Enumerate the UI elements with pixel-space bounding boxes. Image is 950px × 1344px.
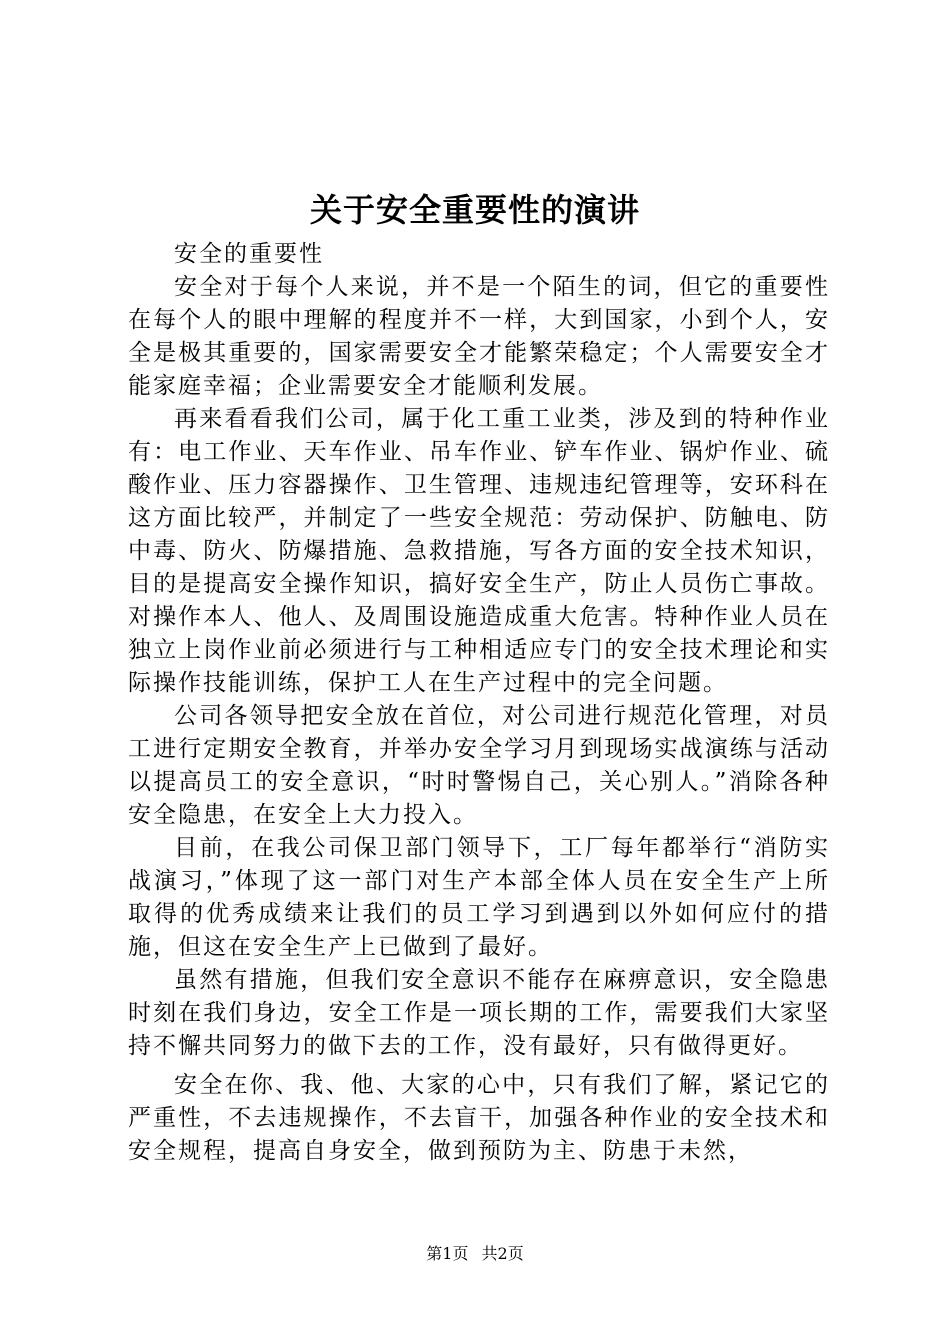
page-number-current: 第1页: [426, 1244, 469, 1263]
paragraph-6: 安全在你、我、他、大家的心中，只有我们了解，紧记它的严重性，不去违规操作，不去盲干，加强各种作业的安全技术和安全规程，提高自身安全，做到预防为主、防患于未然，: [128, 1072, 830, 1164]
document-title: 关于安全重要性的演讲: [309, 191, 640, 229]
page-number-total: 共2页: [481, 1244, 524, 1263]
document-body: [128, 238, 830, 1168]
paragraph-4: 目前，在我公司保卫部门领导下，工厂每年都举行“消防实战演习，”体现了这一部门对生产本部全体人员在安全生产上所取得的优秀成绩来让我们的员工学习到遇到以外如何应付的措施，但这在安全生产上已做到了最好。: [128, 835, 830, 960]
paragraph-1: 安全对于每个人来说，并不是一个陌生的词，但它的重要性在每个人的眼中理解的程度并不一样，大到国家，小到个人，安全是极其重要的，国家需要安全才能繁荣稳定；个人需要安全才能家庭幸福；企业需要安全才能顺利发展。: [128, 274, 830, 399]
paragraph-2: 再来看看我们公司，属于化工重工业类，涉及到的特种作业有：电工作业、天车作业、吊车作业、铲车作业、锅炉作业、硫酸作业、压力容器操作、卫生管理、违规违纪管理等，安环科在这方面比较严，并制定了一些安全规范：劳动保护、防触电、防中毒、防火、防爆措施、急救措施，写各方面的安全技术知识，目的是提高安全操作知识，搞好安全生产，防止人员伤亡事故。对操作本人、他人、及周围设施造成重大危害。特种作业人员在独立上岗作业前必须进行与工种相适应专门的安全技术理论和实际操作技能训练，保护工人在生产过程中的完全问题。: [128, 406, 830, 696]
page-footer: [0, 1243, 950, 1265]
paragraph-3: 公司各领导把安全放在首位，对公司进行规范化管理，对员工进行定期安全教育，并举办安全学习月到现场实战演练与活动以提高员工的安全意识，“时时警惕自己，关心别人。”消除各种安全隐患，在安全上大力投入。: [128, 703, 830, 828]
paragraph-5: 虽然有措施，但我们安全意识不能存在麻痹意识，安全隐患时刻在我们身边，安全工作是一项长期的工作，需要我们大家坚持不懈共同努力的做下去的工作，没有最好，只有做得更好。: [128, 967, 830, 1059]
section-subtitle: 安全的重要性: [174, 241, 324, 267]
